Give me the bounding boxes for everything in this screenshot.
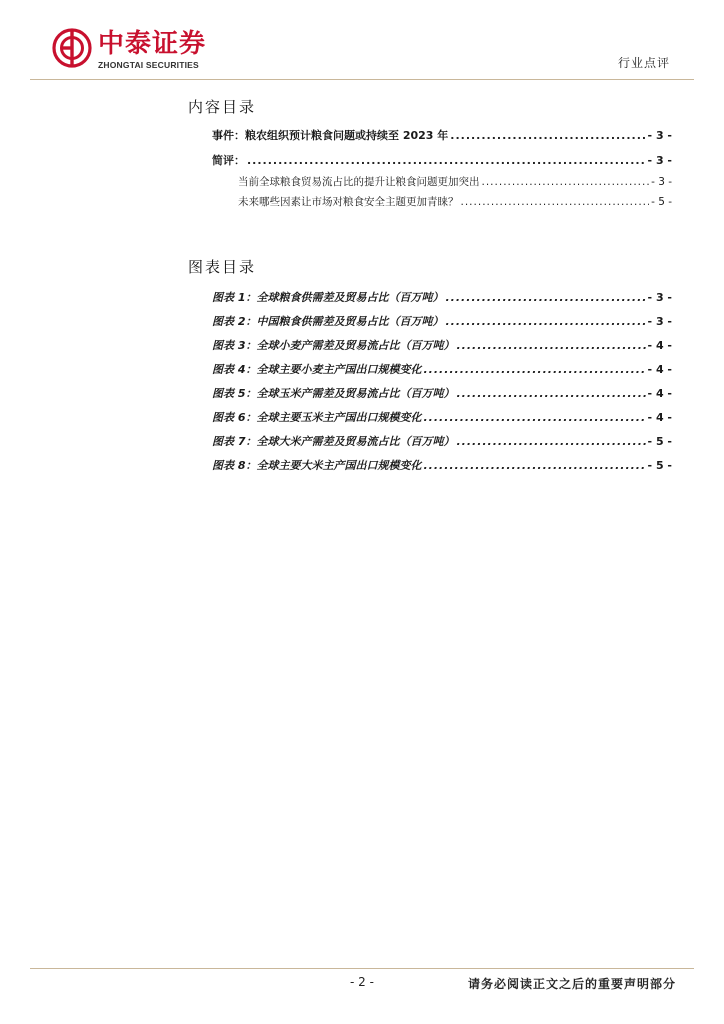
figure-entry-label: 图表 8：全球主要大米主产国出口规模变化 [212, 459, 422, 472]
toc-entry[interactable] [212, 128, 672, 144]
toc-leader-dots [456, 386, 645, 402]
toc-entry-page: - 3 - [651, 176, 672, 188]
figure-entry[interactable] [212, 458, 672, 474]
toc-leader-dots [456, 338, 645, 354]
figure-entry-label: 图表 7：全球大米产需差及贸易流占比（百万吨） [212, 435, 455, 448]
toc-leader-dots [445, 314, 645, 330]
figure-entry[interactable] [212, 410, 672, 426]
figure-entry-label: 图表 4：全球主要小麦主产国出口规模变化 [212, 363, 422, 376]
toc-subentry[interactable] [238, 174, 672, 190]
toc-entry-page: - 3 - [647, 129, 672, 142]
toc-entry[interactable] [212, 153, 672, 169]
figure-entry[interactable] [212, 314, 672, 330]
header-divider [30, 79, 694, 80]
figure-entry-label: 图表 1：全球粮食供需差及贸易占比（百万吨） [212, 291, 444, 304]
figure-entry-page: - 5 - [647, 459, 672, 472]
company-logo [52, 28, 222, 76]
figure-entry[interactable] [212, 362, 672, 378]
toc-leader-dots [423, 458, 645, 474]
figure-entry-page: - 4 - [647, 339, 672, 352]
figure-entry-page: - 4 - [647, 363, 672, 376]
toc-leader-dots [456, 434, 645, 450]
toc-leader-dots [450, 128, 645, 144]
figure-entry-page: - 4 - [647, 387, 672, 400]
toc-leader-dots [247, 153, 646, 169]
footer-divider [30, 968, 694, 969]
contents-title: 内容目录 [188, 98, 257, 116]
figure-entry-page: - 4 - [647, 411, 672, 424]
figure-entry[interactable] [212, 386, 672, 402]
figures-title: 图表目录 [188, 258, 257, 276]
toc-leader-dots [445, 290, 645, 306]
report-type-label: 行业点评 [617, 56, 670, 70]
figure-entry-label: 图表 2：中国粮食供需差及贸易占比（百万吨） [212, 315, 444, 328]
toc-entry-page: - 3 - [647, 154, 672, 167]
figure-entry-page: - 5 - [647, 435, 672, 448]
toc-entry-label: 简评： [212, 154, 245, 167]
toc-entry-label: 当前全球粮食贸易流占比的提升让粮食问题更加突出 [238, 176, 480, 188]
figure-entry-page: - 3 - [647, 315, 672, 328]
toc-leader-dots [482, 174, 650, 190]
toc-entry-page: - 5 - [651, 196, 672, 208]
figure-entry[interactable] [212, 290, 672, 306]
logo-english-text: ZHONGTAI SECURITIES [98, 60, 199, 70]
toc-subentry[interactable] [238, 194, 672, 210]
toc-leader-dots [461, 194, 650, 210]
footer-disclaimer: 请务必阅读正文之后的重要声明部分 [467, 977, 676, 991]
figure-entry-label: 图表 3：全球小麦产需差及贸易流占比（百万吨） [212, 339, 455, 352]
figure-entry[interactable] [212, 338, 672, 354]
toc-entry-label: 事件：粮农组织预计粮食问题或持续至 2023 年 [212, 129, 449, 142]
figure-entry-label: 图表 5：全球玉米产需差及贸易流占比（百万吨） [212, 387, 455, 400]
toc-leader-dots [423, 362, 645, 378]
logo-chinese-text: 中泰证券 [98, 29, 207, 59]
page-number: - 2 - [350, 975, 374, 989]
zhongtai-logo-icon [52, 28, 92, 68]
figure-entry[interactable] [212, 434, 672, 450]
page-header [0, 0, 724, 82]
figure-entry-label: 图表 6：全球主要玉米主产国出口规模变化 [212, 411, 422, 424]
figure-entry-page: - 3 - [647, 291, 672, 304]
toc-leader-dots [423, 410, 645, 426]
toc-entry-label: 未来哪些因素让市场对粮食安全主题更加青睐？ [238, 196, 459, 208]
